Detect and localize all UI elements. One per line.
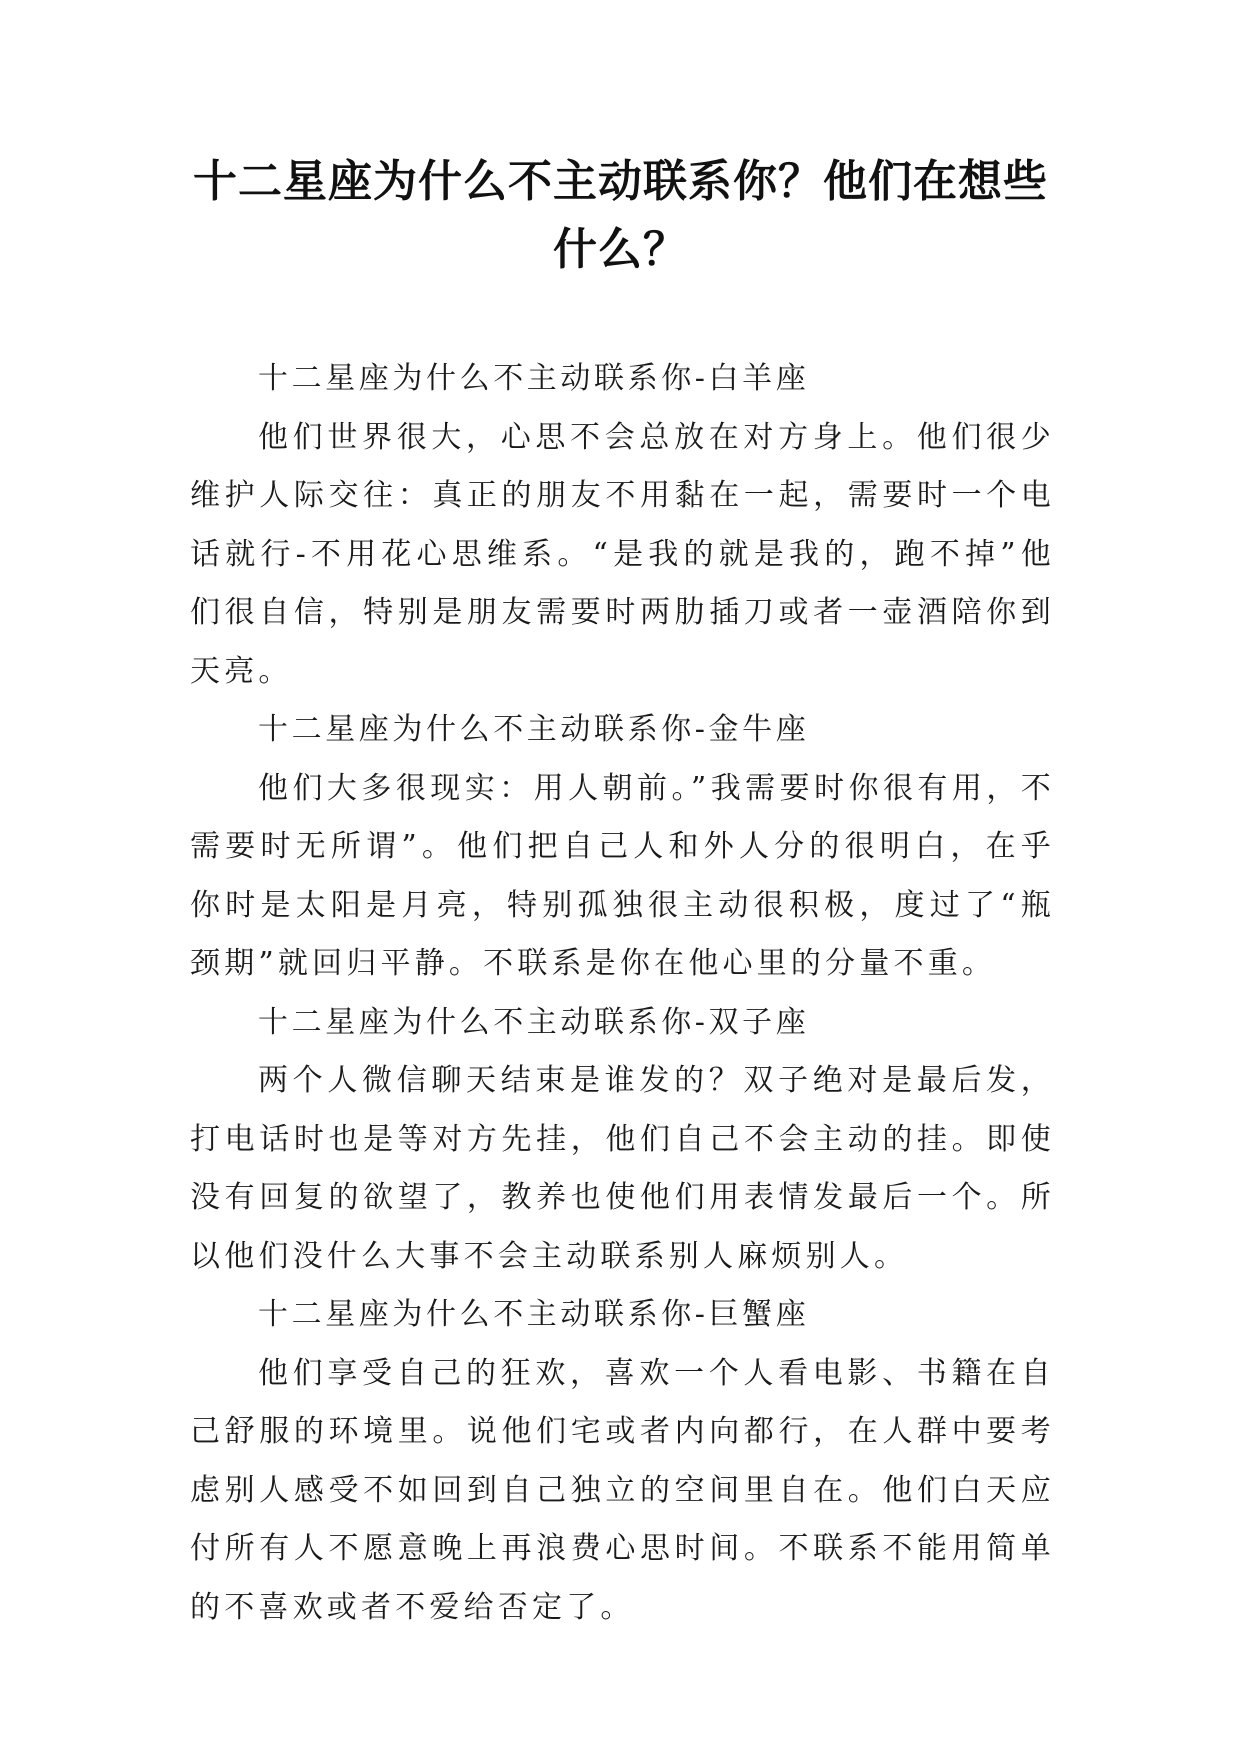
section-body-taurus: 他们大多很现实：用人朝前。”我需要时你很有用，不需要时无所谓”。他们把自己人和外人分的很明白，在乎你时是太阳是月亮，特别孤独很主动很积极，度过了“瓶颈期”就回归平静。不联系是你在他心里的分量不重。 [190,770,1055,981]
section-heading-cancer: 十二星座为什么不主动联系你-巨蟹座 [258,1297,810,1332]
document-title: 十二星座为什么不主动联系你？他们在想些什么？ [193,156,1048,275]
section-body-gemini: 两个人微信聊天结束是谁发的？双子绝对是最后发，打电话时也是等对方先挂，他们自己不会主动的挂。即使没有回复的欲望了，教养也使他们用表情发最后一个。所以他们没什么大事不会主动联系别人麻烦别人。 [190,1063,1055,1274]
section-body-aries: 他们世界很大，心思不会总放在对方身上。他们很少维护人际交往：真正的朋友不用黏在一起，需要时一个电话就行-不用花心思维系。“是我的就是我的，跑不掉”他们很自信，特别是朋友需要时两肋插刀或者一壶酒陪你到天亮。 [190,419,1055,689]
section-heading-gemini: 十二星座为什么不主动联系你-双子座 [258,1004,810,1040]
section-heading-aries: 十二星座为什么不主动联系你-白羊座 [258,361,810,396]
section-heading-taurus: 十二星座为什么不主动联系你-金牛座 [258,712,810,747]
document-body [190,350,1055,1637]
section-body-cancer: 他们享受自己的狂欢，喜欢一个人看电影、书籍在自己舒服的环境里。说他们宅或者内向都行，在人群中要考虑别人感受不如回到自己独立的空间里自在。他们白天应付所有人不愿意晚上再浪费心思时间。不联系不能用简单的不喜欢或者不爱给否定了。 [190,1355,1055,1625]
